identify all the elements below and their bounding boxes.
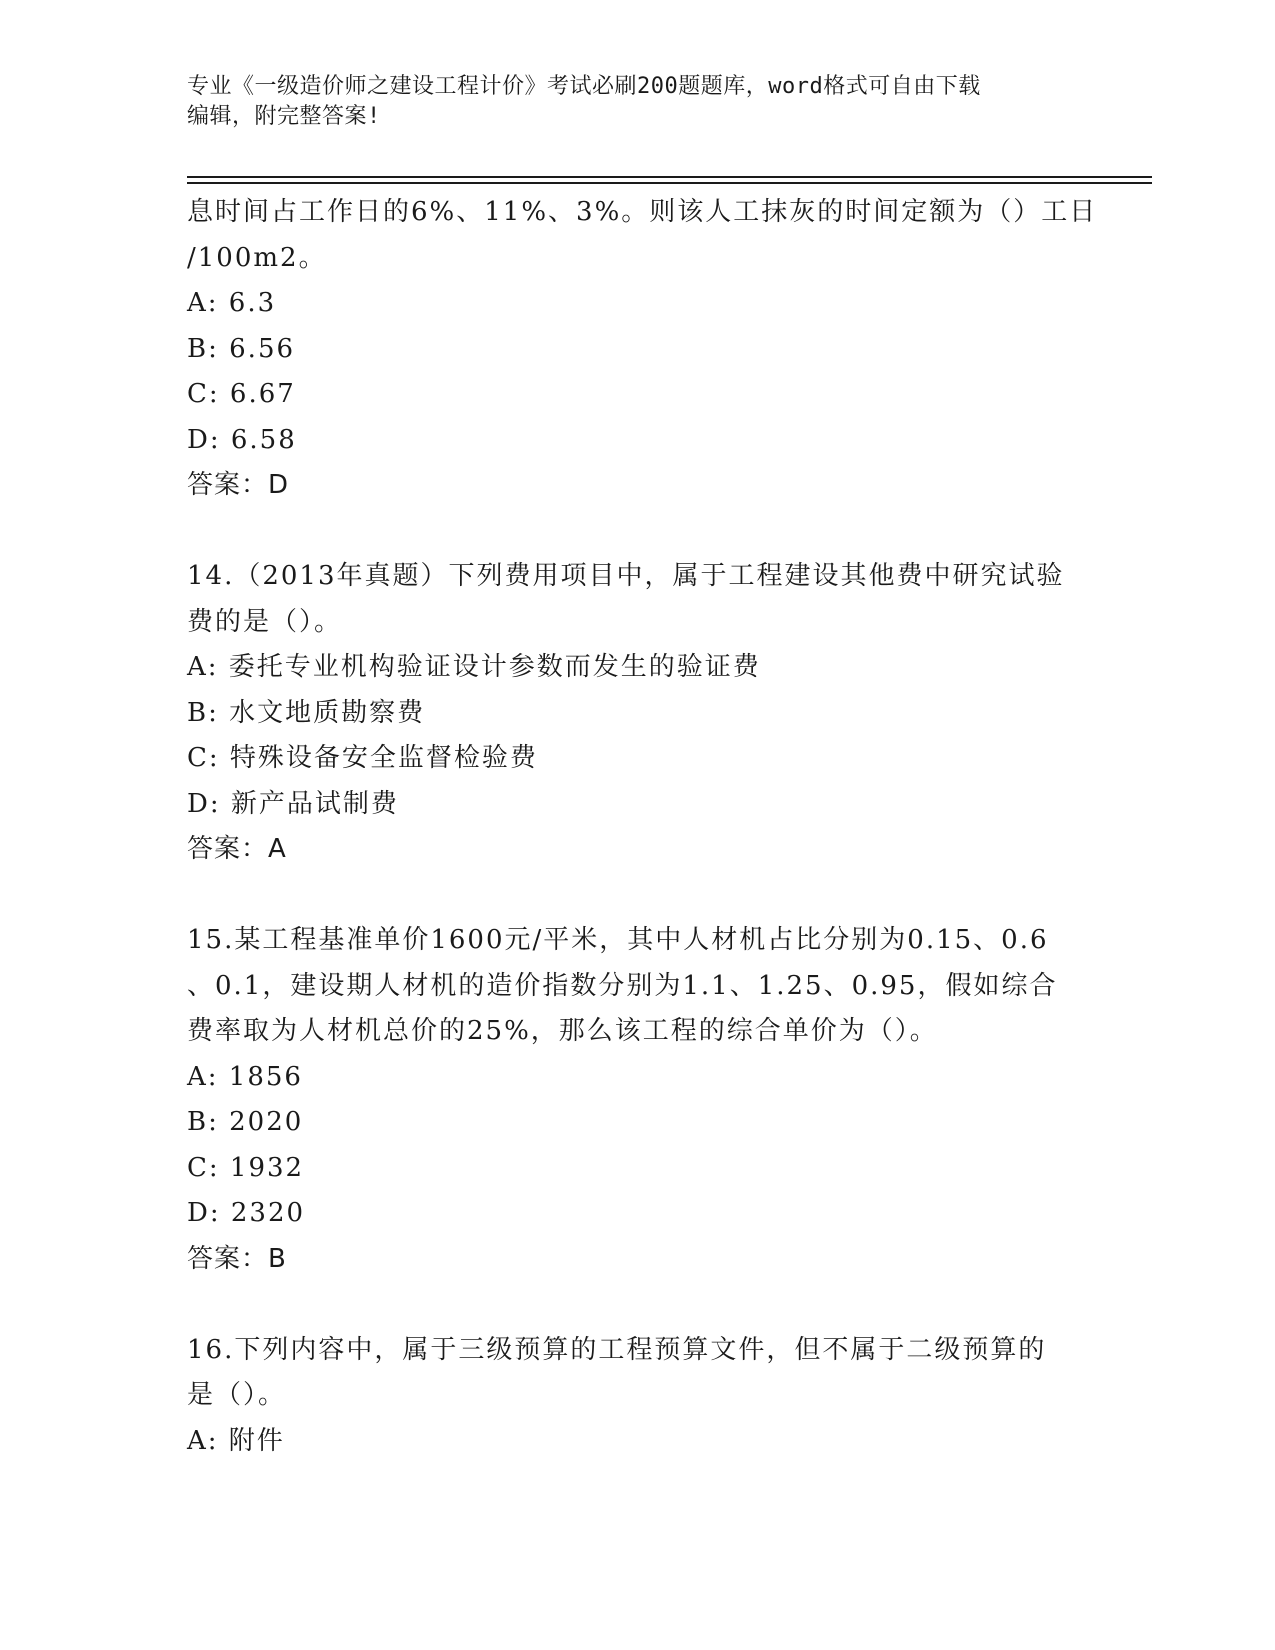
question-13 xyxy=(187,190,1098,509)
spacer xyxy=(187,509,1087,555)
spacer xyxy=(187,873,1087,919)
question-stem: 费率取为人材机总价的25%，那么该工程的综合单价为（）。 xyxy=(187,1016,938,1046)
question-stem: 16.下列内容中，属于三级预算的工程预算文件，但不属于二级预算的 xyxy=(187,1334,1047,1365)
option-b: B: 2020 xyxy=(187,1107,304,1137)
header-divider-bottom xyxy=(187,182,1152,184)
header-divider-top xyxy=(187,176,1152,178)
option-a: A: 委托专业机构验证设计参数而发生的验证费 xyxy=(187,652,761,682)
question-stem: 15.某工程基准单价1600元/平米，其中人材机占比分别为0.15、0.6 xyxy=(187,925,1049,955)
question-15 xyxy=(187,918,1087,1282)
option-c: C: 特殊设备安全监督检验费 xyxy=(187,743,538,773)
option-d: D: 新产品试制费 xyxy=(187,788,399,819)
spacer xyxy=(187,1282,1087,1328)
document-header xyxy=(187,72,1067,132)
question-stem: 、0.1，建设期人材机的造价指数分别为1.1、1.25、0.95，假如综合 xyxy=(187,970,1058,1001)
question-stem: 14.（2013年真题）下列费用项目中，属于工程建设其他费中研究试验 xyxy=(187,561,1065,591)
option-a: A: 附件 xyxy=(187,1425,285,1456)
question-stem: /100m2。 xyxy=(187,242,327,273)
option-a: A: 1856 xyxy=(187,1061,303,1092)
option-b: B: 6.56 xyxy=(187,333,296,364)
option-c: C: 1932 xyxy=(187,1152,305,1183)
question-16 xyxy=(187,1328,1087,1465)
header-title-line-2: 编辑，附完整答案! xyxy=(187,104,381,129)
header-title-line-1: 专业《一级造价师之建设工程计价》考试必刷200题题库，word格式可自由下载 xyxy=(187,74,981,99)
option-d: D: 2320 xyxy=(187,1198,306,1228)
option-c: C: 6.67 xyxy=(187,379,296,409)
option-a: A: 6.3 xyxy=(187,288,277,318)
option-d: D: 6.58 xyxy=(187,424,297,455)
answer: 答案：D xyxy=(187,470,290,500)
question-stem: 费的是（）。 xyxy=(187,606,343,637)
question-list xyxy=(187,190,1098,1464)
option-b: B: 水文地质勘察费 xyxy=(187,697,426,728)
question-stem: 息时间占工作日的6%、11%、3%。则该人工抹灰的时间定额为（）工日 xyxy=(187,197,1098,227)
question-stem: 是（）。 xyxy=(187,1380,287,1410)
question-14 xyxy=(187,554,1087,873)
answer: 答案：B xyxy=(187,1243,287,1274)
answer: 答案：A xyxy=(187,834,287,864)
